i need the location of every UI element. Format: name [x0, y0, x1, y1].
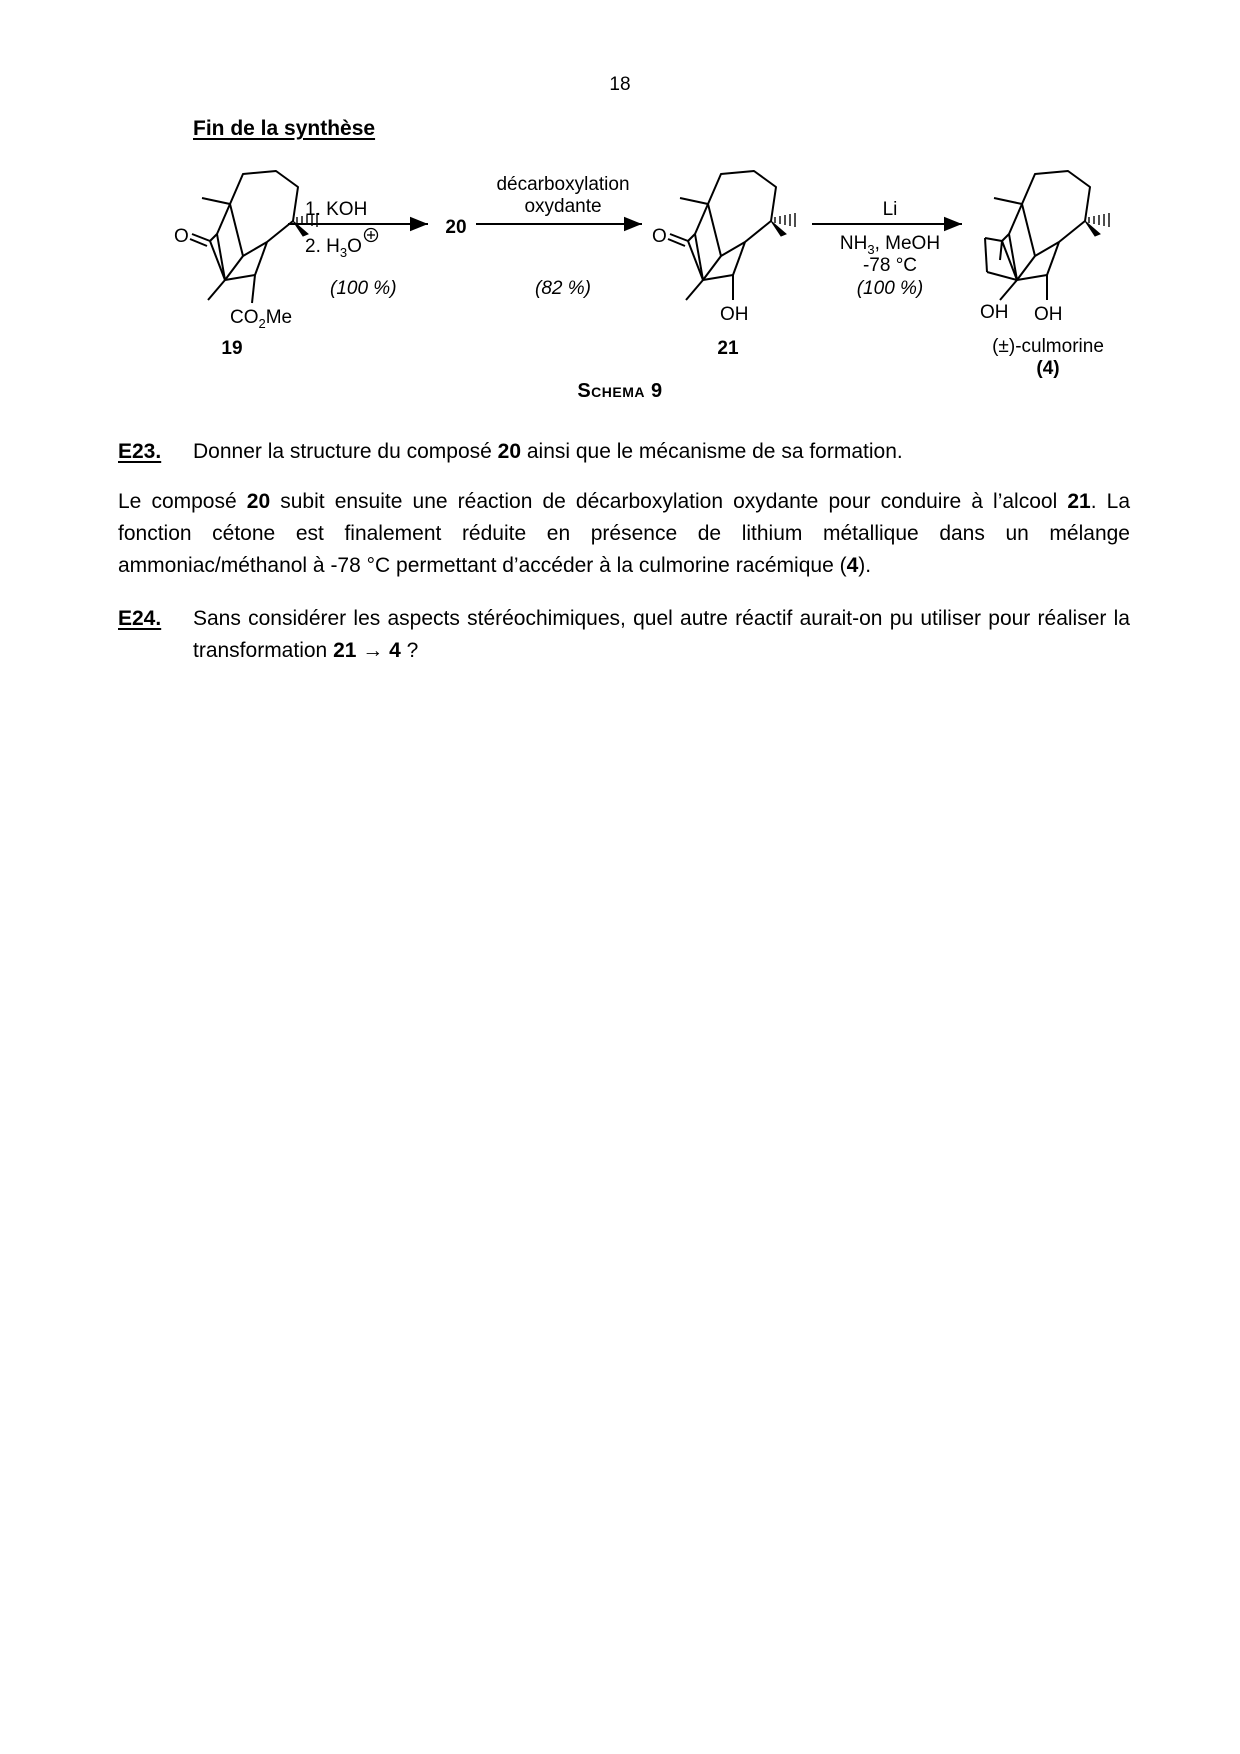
body-paragraph: Le composé 20 subit ensuite une réaction de décarboxylation oxydante pour conduire à l’alcool 21. La fonction cétone est finalement réduite en présence de lithium métallique dans un mélange ammoniac/méthanol à -78 °C permettant d’accéder à la culmorine racémique (4). [118, 490, 1130, 577]
question-e23-label: E23. [118, 440, 162, 463]
step1-reagent-2: 2. $H_3O$ [305, 236, 362, 260]
step2-reagent-line1: décarboxylation [496, 174, 630, 195]
step3-reagent-top: Li [882, 199, 898, 220]
compound-19-ketone-o: O [174, 226, 189, 247]
step3-reagent-line2: -78 °C [862, 255, 918, 276]
reaction-scheme [100, 160, 1140, 380]
compound-21-number: 21 [717, 338, 739, 359]
reaction-arrow-3 [812, 199, 962, 299]
step1-reagent-1: 1. KOH [305, 199, 368, 220]
compound-21-structure [652, 171, 795, 359]
culmorine-structure [980, 171, 1109, 379]
compound-19-ester: $CO_2Me$ [230, 307, 293, 331]
culmorine-alcohol-1: OH [980, 302, 1009, 323]
question-e24-label: E24. [118, 607, 162, 630]
product-number: (4) [1036, 358, 1060, 379]
reaction-arrow-2 [476, 174, 642, 299]
page-number: 18 [609, 74, 631, 95]
step3-yield: (100 %) [856, 278, 924, 299]
compound-21-ketone-o: O [652, 226, 667, 247]
question-e23-text: Donner la structure du composé 20 ainsi que le mécanisme de sa formation. [193, 440, 903, 463]
compound-19-structure [174, 171, 317, 359]
question-e24 [118, 603, 1130, 667]
step1-yield: (100 %) [330, 278, 397, 299]
culmorine-alcohol-2: OH [1034, 304, 1063, 325]
question-e23 [118, 436, 1130, 468]
product-name: (±)-culmorine [992, 336, 1104, 357]
step3-reagent-line1: $NH_3$, MeOH [839, 233, 941, 257]
question-e24-text: Sans considérer les aspects stéréochimiques, quel autre réactif aurait-on pu utiliser pour réaliser la transformation 21 → 4 ? [193, 607, 1130, 662]
compound-20-number: 20 [445, 217, 467, 238]
scheme-caption: Schema 9 [577, 380, 663, 402]
step2-yield: (82 %) [535, 278, 591, 299]
compound-19-number: 19 [221, 338, 243, 359]
step2-reagent-line2: oxydante [524, 196, 602, 217]
reaction-arrow-1 [288, 199, 428, 299]
section-title: Fin de la synthèse [193, 117, 376, 140]
compound-21-alcohol: OH [720, 304, 749, 325]
